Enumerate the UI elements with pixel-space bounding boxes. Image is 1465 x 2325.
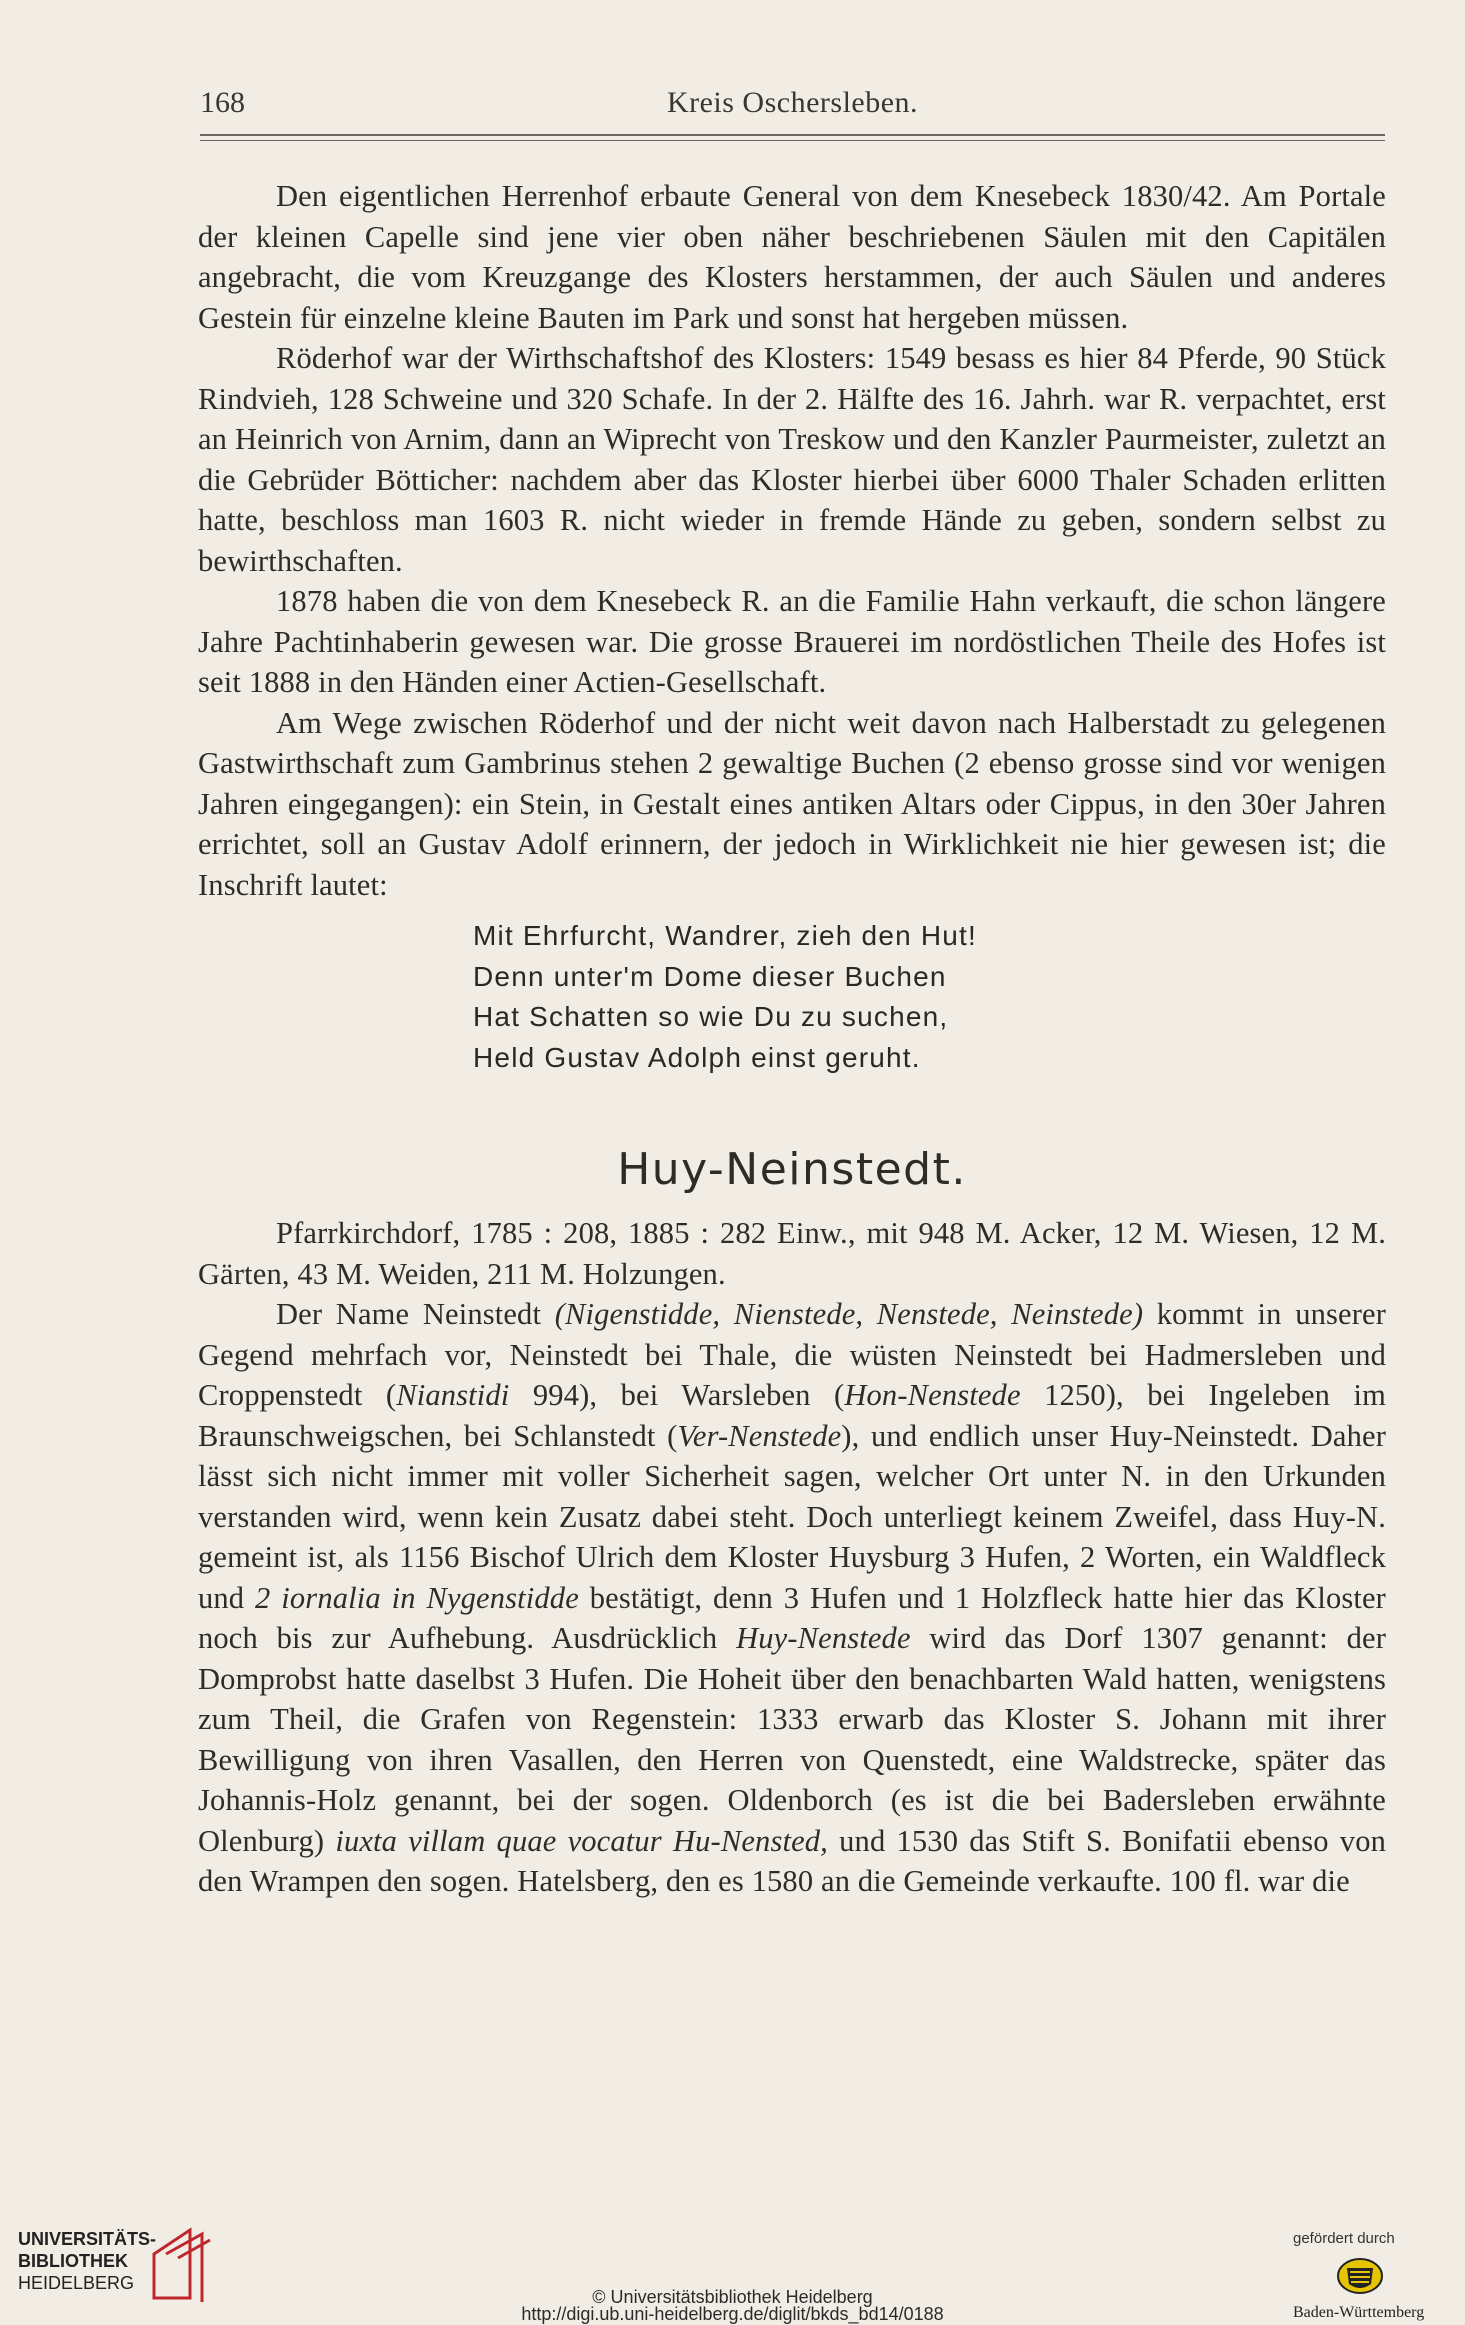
italic-run: Ver-Nenstede xyxy=(677,1418,842,1453)
text-run: 1250), bei Ingeleben im Braunschweigschen, bei Schlanstedt ( xyxy=(198,1378,1386,1453)
italic-run: iuxta villam quae vocatur Hu-Nensted, xyxy=(335,1823,828,1858)
text-run: bestätigt, denn 3 Hufen und 1 Holzfleck hatte hier das Kloster noch bis zur Aufhebung. Ausdrücklich xyxy=(198,1580,1386,1655)
inscription-line: Denn unter'm Dome dieser Buchen xyxy=(473,960,947,992)
running-head xyxy=(200,86,1385,126)
permalink-url[interactable]: http://digi.ub.uni-heidelberg.de/diglit/bkds_bd14/0188 xyxy=(521,2304,944,2324)
text-run: ), und endlich unser Huy-Neinstedt. Daher lässt sich nicht immer mit voller Sicherheit sagen, welcher Ort unter N. in den Urkunden verstanden wird, wenn kein Zusatz dabei steht. Doch unterliegt keinem Zweifel, dass Huy-N. gemeint ist, als 1156 Bischof Ulrich dem Kloster Huysburg 3 Hufen, 2 Worten, ein Waldfleck und xyxy=(198,1418,1387,1615)
text-run: und 1530 das Stift S. Bonifatii ebenso von den Wrampen den sogen. Hatelsberg, den es 1580 an die Gemeinde verkaufte. 100 fl. war die xyxy=(198,1823,1386,1898)
italic-run: (Nigenstidde, Nienstede, Nenstede, Neinstede) xyxy=(554,1297,1144,1331)
section-title: Huy-Neinstedt. xyxy=(617,1144,967,1195)
inscription-line: Mit Ehrfurcht, Wandrer, zieh den Hut! xyxy=(473,920,977,951)
page-number: 168 xyxy=(200,86,245,119)
page-body xyxy=(198,176,1386,1902)
library-name-line: UNIVERSITÄTS- xyxy=(18,2229,157,2249)
paragraph: Röderhof war der Wirthschaftshof des Klosters: 1549 besass es hier 84 Pferde, 90 Stück Rindvieh, 128 Schweine und 320 Schafe. In der 2. Hälfte des 16. Jahrh. war R. verpachtet, erst an Heinrich von Arnim, dann an Wiprecht von Treskow und den Kanzler Paurmeister, zuletzt an die Gebrüder Bötticher: nachdem aber das Kloster hierbei über 6000 Thaler Schaden erlitten hatte, beschloss man 1603 R. nicht wieder in fremde Hände zu geben, sondern selbst zu bewirthschaften. xyxy=(198,341,1386,578)
italic-run: 2 iornalia in Nygenstidde xyxy=(255,1580,579,1615)
text-run: wird das Dorf 1307 genannt: der Domprobst hatte daselbst 3 Hufen. Die Hoheit über den benachbarten Wald hatten, wenigstens zum Theil, die Grafen von Regenstein: 1333 erwarb das Kloster S. Johann mit ihrer Bewilligung von ihren Vasallen, den Herren von Quenstedt, eine Waldstrecke, später das Johannis-Holz genannt, bei der sogen. Oldenborch (es ist die bei Badersleben erwähnte Olenburg) xyxy=(198,1621,1387,1858)
running-title: Kreis Oschersleben. xyxy=(666,86,919,119)
library-logo[interactable] xyxy=(18,2228,156,2294)
text-run: Der Name Neinstedt xyxy=(276,1297,555,1331)
paragraph: 1878 haben die von dem Knesebeck R. an die Familie Hahn verkauft, die schon längere Jahre Pachtinhaberin gewesen war. Die grosse Brauerei im nordöstlichen Theile des Hofes ist seit 1888 in den Händen einer Actien-Gesellschaft. xyxy=(198,584,1386,699)
text-run: 994), bei Warsleben ( xyxy=(509,1378,845,1412)
italic-run: Nianstidi xyxy=(396,1378,510,1412)
header-rule xyxy=(200,134,1385,136)
inscription-line: Held Gustav Adolph einst geruht. xyxy=(473,1041,921,1073)
state-seal-icon xyxy=(1335,2256,1385,2296)
text-run: kommt in unserer Gegend mehrfach vor, Neinstedt bei Thale, die wüsten Neinstedt bei Hadmersleben und Croppenstedt ( xyxy=(198,1297,1387,1412)
footer xyxy=(0,2180,1465,2324)
paragraph: Den eigentlichen Herrenhof erbaute General von dem Knesebeck 1830/42. Am Portale der kleinen Capelle sind jene vier oben näher beschriebenen Säulen mit den Capitälen angebracht, die vom Kreuzgange des Klosters herstammen, der auch Säulen und anderes Gestein für einzelne kleine Bauten im Park und sonst hat hergeben müssen. xyxy=(198,179,1386,335)
library-name-line: BIBLIOTHEK xyxy=(18,2251,128,2271)
library-name-line: HEIDELBERG xyxy=(18,2273,135,2293)
sponsor-label: gefördert durch xyxy=(1293,2230,1395,2247)
italic-run: Hon-Nenstede xyxy=(844,1378,1021,1412)
sponsor-name: Baden-Württemberg xyxy=(1293,2304,1425,2321)
paragraph: Am Wege zwischen Röderhof und der nicht weit davon nach Halberstadt zu gelegenen Gastwirthschaft zum Gambrinus stehen 2 gewaltige Buchen (2 ebenso grosse sind vor wenigen Jahren eingegangen): ein Stein, in Gestalt eines antiken Altars oder Cippus, in den 30er Jahren errichtet, soll an Gustav Adolf erinnern, der jedoch in Wirklichkeit nie hier gewesen ist; die Inschrift lautet: xyxy=(198,705,1386,902)
italic-run: Huy-Nenstede xyxy=(736,1621,911,1655)
inscription-line: Hat Schatten so wie Du zu suchen, xyxy=(473,1001,949,1032)
paragraph xyxy=(198,1294,1386,1902)
inscription xyxy=(473,916,1386,1078)
paragraph: Pfarrkirchdorf, 1785 : 208, 1885 : 282 Einw., mit 948 M. Acker, 12 M. Wiesen, 12 M. Gärten, 43 M. Weiden, 211 M. Holzungen. xyxy=(198,1216,1386,1291)
copyright-credit: © Universitätsbibliothek Heidelberg xyxy=(592,2287,873,2307)
header-rule-thin xyxy=(200,140,1385,141)
